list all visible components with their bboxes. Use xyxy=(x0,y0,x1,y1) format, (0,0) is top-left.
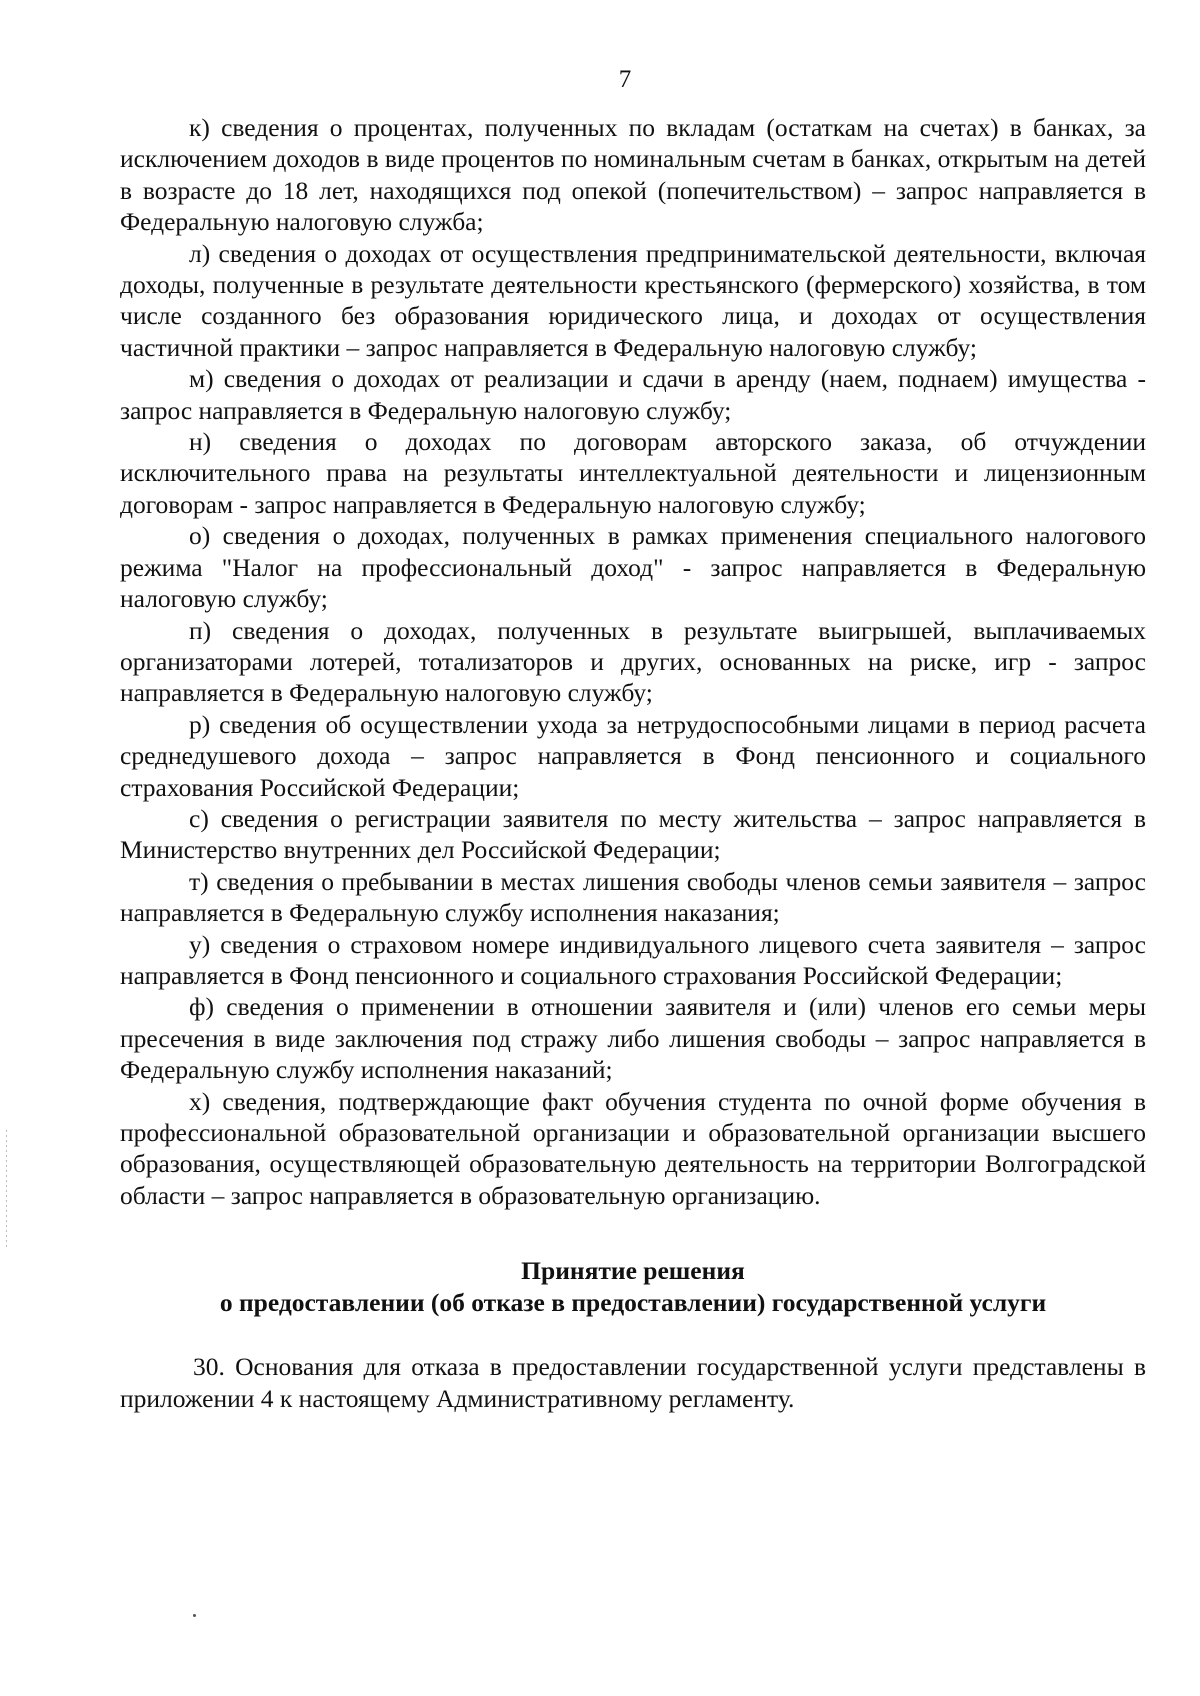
section-heading-line1: Принятие решения xyxy=(521,1256,745,1286)
paragraph-l: л) сведения о доходах от осуществления предпринимательской деятельности, включая доходы, полученные в результате деятельности крестьянского (фермерского) хозяйства, в том числе созданного без образования юридического лица, и доходах от осуществления частичной практики – запрос направляется в Федеральную налоговую службу; xyxy=(120,238,1146,362)
paragraph-t: т) сведения о пребывании в местах лишения свободы членов семьи заявителя – запрос направляется в Федеральную службу исполнения наказания; xyxy=(120,866,1146,928)
paragraph-n: н) сведения о доходах по договорам авторского заказа, об отчуждении исключительного права на результаты интеллектуальной деятельности и лицензионным договорам - запрос направляется в Федеральную налоговую службу; xyxy=(120,427,1146,519)
paragraph-s: с) сведения о регистрации заявителя по месту жительства – запрос направляется в Министерство внутренних дел Российской Федерации; xyxy=(120,803,1146,865)
section-heading xyxy=(120,1255,1146,1319)
paragraph-kh: х) сведения, подтверждающие факт обучения студента по очной форме обучения в профессиональной образовательной организации и образовательной организации высшего образования, осуществляющей образовательную деятельность на территории Волгоградской области – запрос направляется в образовательную организацию. xyxy=(120,1086,1146,1210)
paragraph-o: о) сведения о доходах, полученных в рамках применения специального налогового режима "Налог на профессиональный доход" - запрос направляется в Федеральную налоговую службу; xyxy=(120,521,1146,614)
document-body xyxy=(120,112,1146,1414)
paragraph-p: п) сведения о доходах, полученных в результате выигрышей, выплачиваемых организаторами лотерей, тотализаторов и других, основанных на риске, игр - запрос направляется в Федеральную налоговую службу; xyxy=(120,615,1146,708)
page-number: 7 xyxy=(618,66,632,93)
paragraph-k: к) сведения о процентах, полученных по вкладам (остаткам на счетах) в банках, за исключением доходов в виде процентов по номинальным счетам в банках, открытым на детей в возрасте до 18 лет, находящихся под опекой (попечительством) – запрос направляется в Федеральную налоговую служба; xyxy=(120,113,1147,237)
paragraph-m: м) сведения о доходах от реализации и сдачи в аренду (наем, поднаем) имущества - запрос направляется в Федеральную налоговую службу; xyxy=(120,364,1146,425)
scan-edge-artifact xyxy=(6,1130,7,1250)
paragraph-u: у) сведения о страховом номере индивидуального лицевого счета заявителя – запрос направляется в Фонд пенсионного и социального страхования Российской Федерации; xyxy=(120,929,1146,990)
paragraph-f: ф) сведения о применении в отношении заявителя и (или) членов его семьи меры пресечения в виде заключения под стражу либо лишения свободы – запрос направляется в Федеральную службу исполнения наказаний; xyxy=(120,992,1146,1085)
paragraph-r: р) сведения об осуществлении ухода за нетрудоспособными лицами в период расчета среднедушевого дохода – запрос направляется в Фонд пенсионного и социального страхования Российской Федерации; xyxy=(120,709,1146,802)
scan-dot-artifact xyxy=(193,1614,196,1617)
section-heading-line2: о предоставлении (об отказе в предоставлении) государственной услуги xyxy=(219,1288,1047,1318)
paragraph-30: 30. Основания для отказа в предоставлении государственной услуги представлены в приложении 4 к настоящему Административному регламенту. xyxy=(120,1352,1146,1413)
